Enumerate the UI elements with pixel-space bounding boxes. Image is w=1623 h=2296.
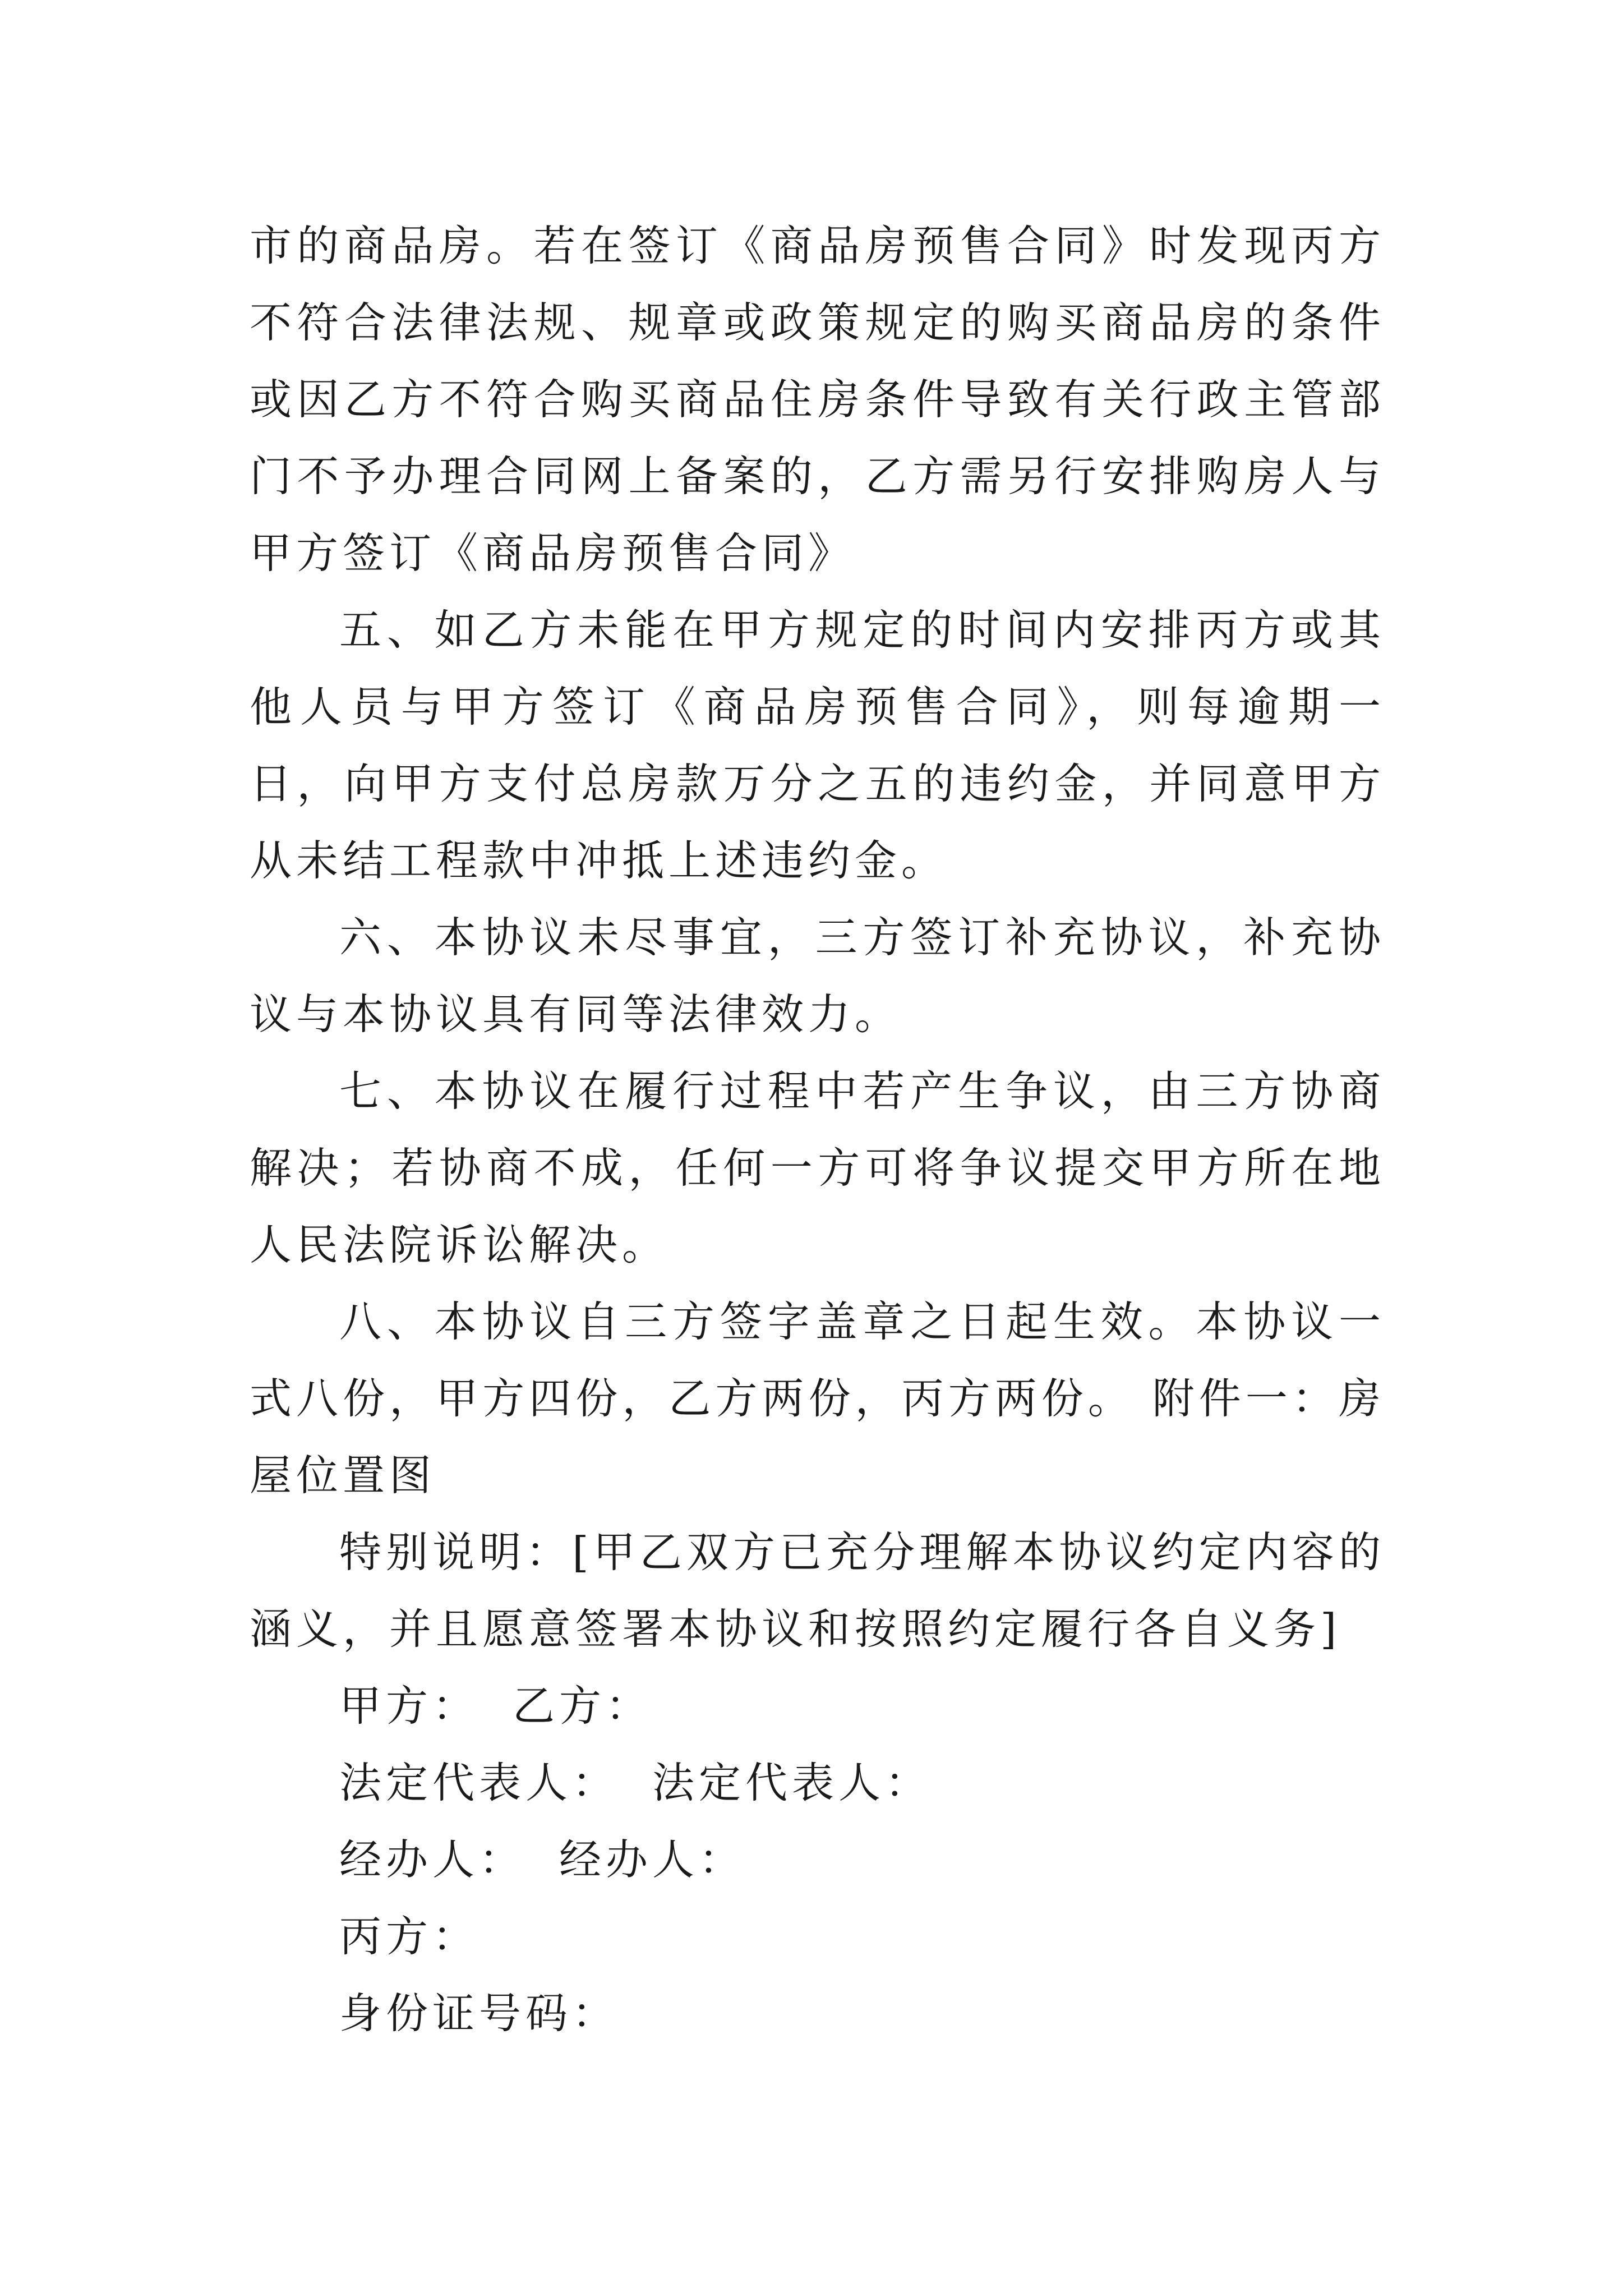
handler-b-label: 经办人： bbox=[559, 1835, 746, 1884]
signature-line-parties bbox=[250, 1668, 1385, 1745]
paragraph-special-note: 特别说明：[甲乙双方已充分理解本协议约定内容的涵义，并且愿意签署本协议和按照约定履行各自义务] bbox=[250, 1527, 1385, 1654]
signature-line-representatives bbox=[250, 1745, 1385, 1821]
signature-line-id-number bbox=[250, 1975, 1385, 2052]
party-b-label: 乙方： bbox=[513, 1681, 653, 1731]
party-a-label: 甲方： bbox=[339, 1681, 479, 1731]
rep-a-label: 法定代表人： bbox=[339, 1758, 619, 1807]
paragraph-continuation: 市的商品房。若在签订《商品房预售合同》时发现丙方不符合法律法规、规章或政策规定的购买商品房的条件或因乙方不符合购买商品住房条件导致有关行政主管部门不予办理合同网上备案的，乙方需另行安排购房人与甲方签订《商品房预售合同》 bbox=[250, 221, 1385, 578]
signature-line-handlers bbox=[250, 1821, 1385, 1898]
paragraph-clause-6: 六、本协议未尽事宜，三方签订补充协议，补充协议与本协议具有同等法律效力。 bbox=[250, 913, 1385, 1039]
paragraph-clause-8: 八、本协议自三方签字盖章之日起生效。本协议一式八份，甲方四份，乙方两份，丙方两份。 附件一：房屋位置图 bbox=[250, 1297, 1385, 1500]
party-c-label: 丙方： bbox=[339, 1912, 479, 1961]
rep-b-label: 法定代表人： bbox=[652, 1758, 932, 1807]
handler-a-label: 经办人： bbox=[339, 1835, 526, 1884]
paragraph-clause-7: 七、本协议在履行过程中若产生争议，由三方协商解决；若协商不成，任何一方可将争议提交甲方所在地人民法院诉讼解决。 bbox=[250, 1066, 1385, 1269]
id-number-label: 身份证号码： bbox=[339, 1989, 619, 2038]
signature-line-party-c bbox=[250, 1898, 1385, 1975]
paragraph-clause-5: 五、如乙方未能在甲方规定的时间内安排丙方或其他人员与甲方签订《商品房预售合同》，则每逾期一日，向甲方支付总房款万分之五的违约金，并同意甲方从未结工程款中冲抵上述违约金。 bbox=[250, 605, 1385, 885]
document-body bbox=[250, 208, 1385, 2052]
